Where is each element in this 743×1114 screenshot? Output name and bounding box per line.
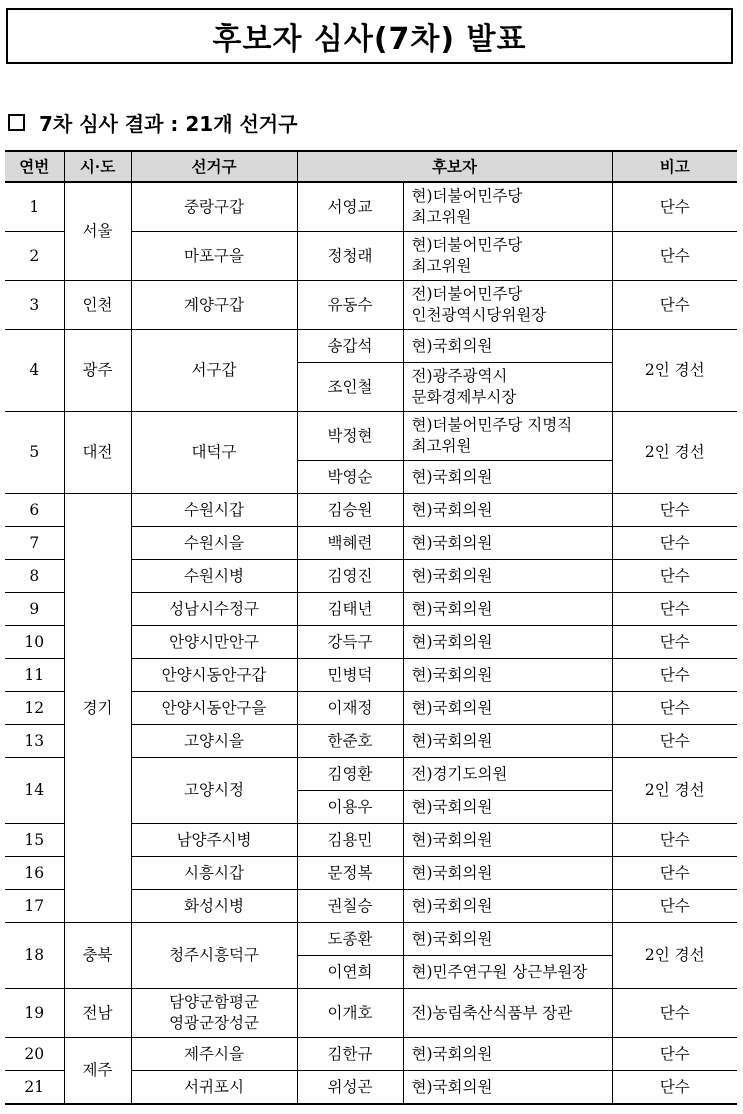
note-cell: 2인 경선: [612, 923, 737, 989]
candidate-position: 현)국회의원: [403, 791, 612, 824]
candidate-name: 서영교: [297, 182, 403, 232]
row-number: 12: [5, 692, 64, 725]
district-cell: 중랑구갑: [131, 182, 297, 232]
candidate-name: 정청래: [297, 232, 403, 281]
district-cell: 담양군함평군 영광군장성군: [131, 989, 297, 1038]
candidate-position: 전)광주광역시 문화경제부시장: [403, 363, 612, 412]
note-cell: 단수: [612, 593, 737, 626]
note-cell: 단수: [612, 890, 737, 923]
district-cell: 마포구을: [131, 232, 297, 281]
region-cell: 서울: [64, 182, 131, 281]
district-cell: 대덕구: [131, 412, 297, 494]
candidate-position: 현)민주연구원 상근부원장: [403, 956, 612, 989]
candidate-position: 현)국회의원: [403, 494, 612, 527]
district-cell: 안양시만안구: [131, 626, 297, 659]
district-cell: 남양주시병: [131, 824, 297, 857]
note-cell: 단수: [612, 281, 737, 330]
row-number: 6: [5, 494, 64, 527]
note-cell: 단수: [612, 989, 737, 1038]
candidate-name: 백혜련: [297, 527, 403, 560]
candidate-name: 김승원: [297, 494, 403, 527]
district-cell: 화성시병: [131, 890, 297, 923]
note-cell: 단수: [612, 560, 737, 593]
row-number: 20: [5, 1038, 64, 1071]
candidate-position: 현)국회의원: [403, 330, 612, 363]
row-number: 10: [5, 626, 64, 659]
district-cell: 성남시수정구: [131, 593, 297, 626]
candidate-name: 김태년: [297, 593, 403, 626]
candidate-position: 현)더불어민주당 최고위원: [403, 182, 612, 232]
candidate-name: 유동수: [297, 281, 403, 330]
note-cell: 단수: [612, 182, 737, 232]
row-number: 5: [5, 412, 64, 494]
candidate-position: 전)농림축산식품부 장관: [403, 989, 612, 1038]
note-cell: 단수: [612, 824, 737, 857]
region-cell: 대전: [64, 412, 131, 494]
region-cell: 전남: [64, 989, 131, 1038]
note-cell: 단수: [612, 1038, 737, 1071]
candidate-position: 전)경기도의원: [403, 758, 612, 791]
district-cell: 고양시을: [131, 725, 297, 758]
candidate-name: 박정현: [297, 412, 403, 461]
candidate-name: 강득구: [297, 626, 403, 659]
row-number: 19: [5, 989, 64, 1038]
row-number: 18: [5, 923, 64, 989]
candidate-name: 위성곤: [297, 1071, 403, 1105]
row-number: 9: [5, 593, 64, 626]
candidate-name: 민병덕: [297, 659, 403, 692]
note-cell: 단수: [612, 692, 737, 725]
row-number: 17: [5, 890, 64, 923]
note-cell: 단수: [612, 725, 737, 758]
header-row: [5, 151, 737, 182]
candidate-name: 권칠승: [297, 890, 403, 923]
title-box: [6, 8, 733, 64]
note-cell: 단수: [612, 494, 737, 527]
header-region: 시·도: [64, 151, 131, 182]
row-number: 16: [5, 857, 64, 890]
district-cell: 안양시동안구을: [131, 692, 297, 725]
table-row: [5, 923, 737, 956]
note-cell: 단수: [612, 1071, 737, 1105]
note-cell: 2인 경선: [612, 758, 737, 824]
candidate-name: 한준호: [297, 725, 403, 758]
table-row: [5, 494, 737, 527]
candidate-position: 현)국회의원: [403, 725, 612, 758]
district-cell: 청주시흥덕구: [131, 923, 297, 989]
header-num: 연번: [5, 151, 64, 182]
candidate-position: 현)국회의원: [403, 890, 612, 923]
candidate-name: 김용민: [297, 824, 403, 857]
candidate-position: 현)더불어민주당 지명직 최고위원: [403, 412, 612, 461]
square-bullet-icon: [8, 114, 25, 131]
section-heading: [6, 108, 297, 137]
row-number: 21: [5, 1071, 64, 1105]
row-number: 4: [5, 330, 64, 412]
row-number: 14: [5, 758, 64, 824]
candidate-name: 조인철: [297, 363, 403, 412]
candidate-position: 현)국회의원: [403, 1038, 612, 1071]
row-number: 2: [5, 232, 64, 281]
candidate-position: 현)국회의원: [403, 659, 612, 692]
district-cell: 수원시갑: [131, 494, 297, 527]
candidate-name: 이재정: [297, 692, 403, 725]
note-cell: 2인 경선: [612, 330, 737, 412]
district-cell: 안양시동안구갑: [131, 659, 297, 692]
candidate-name: 이연희: [297, 956, 403, 989]
candidate-name: 박영순: [297, 461, 403, 494]
row-number: 7: [5, 527, 64, 560]
note-cell: 단수: [612, 232, 737, 281]
region-cell: 충북: [64, 923, 131, 989]
region-cell: 경기: [64, 494, 131, 923]
candidate-name: 도종환: [297, 923, 403, 956]
note-cell: 단수: [612, 659, 737, 692]
district-cell: 계양구갑: [131, 281, 297, 330]
district-cell: 고양시정: [131, 758, 297, 824]
candidate-position: 현)국회의원: [403, 857, 612, 890]
row-number: 15: [5, 824, 64, 857]
district-cell: 서귀포시: [131, 1071, 297, 1105]
row-number: 3: [5, 281, 64, 330]
note-cell: 단수: [612, 626, 737, 659]
candidate-position: 현)국회의원: [403, 593, 612, 626]
note-cell: 단수: [612, 527, 737, 560]
results-table: [5, 150, 737, 1105]
candidate-position: 현)국회의원: [403, 626, 612, 659]
candidate-position: 현)더불어민주당 최고위원: [403, 232, 612, 281]
district-cell: 수원시을: [131, 527, 297, 560]
candidate-position: 현)국회의원: [403, 461, 612, 494]
candidate-position: 현)국회의원: [403, 824, 612, 857]
candidate-position: 현)국회의원: [403, 560, 612, 593]
candidate-position: 현)국회의원: [403, 527, 612, 560]
table-row: [5, 182, 737, 232]
note-cell: 2인 경선: [612, 412, 737, 494]
candidate-name: 송갑석: [297, 330, 403, 363]
header-district: 선거구: [131, 151, 297, 182]
table-row: [5, 1038, 737, 1071]
row-number: 11: [5, 659, 64, 692]
candidate-position: 전)더불어민주당 인천광역시당위원장: [403, 281, 612, 330]
district-cell: 수원시병: [131, 560, 297, 593]
page-title: 후보자 심사(7차) 발표: [212, 22, 527, 57]
table-row: [5, 330, 737, 363]
row-number: 13: [5, 725, 64, 758]
candidate-name: 이용우: [297, 791, 403, 824]
region-cell: 제주: [64, 1038, 131, 1105]
section-text: 7차 심사 결과 : 21개 선거구: [39, 112, 298, 136]
candidate-position: 현)국회의원: [403, 1071, 612, 1105]
district-cell: 제주시을: [131, 1038, 297, 1071]
candidate-name: 김한규: [297, 1038, 403, 1071]
header-candidate: 후보자: [297, 151, 612, 182]
table-row: [5, 281, 737, 330]
note-cell: 단수: [612, 857, 737, 890]
row-number: 8: [5, 560, 64, 593]
candidate-position: 현)국회의원: [403, 923, 612, 956]
table-row: [5, 412, 737, 461]
candidate-name: 문정복: [297, 857, 403, 890]
district-cell: 시흥시갑: [131, 857, 297, 890]
candidate-position: 현)국회의원: [403, 692, 612, 725]
row-number: 1: [5, 182, 64, 232]
candidate-name: 이개호: [297, 989, 403, 1038]
district-cell: 서구갑: [131, 330, 297, 412]
region-cell: 인천: [64, 281, 131, 330]
header-note: 비고: [612, 151, 737, 182]
candidate-name: 김영환: [297, 758, 403, 791]
table-row: [5, 989, 737, 1038]
candidate-name: 김영진: [297, 560, 403, 593]
region-cell: 광주: [64, 330, 131, 412]
